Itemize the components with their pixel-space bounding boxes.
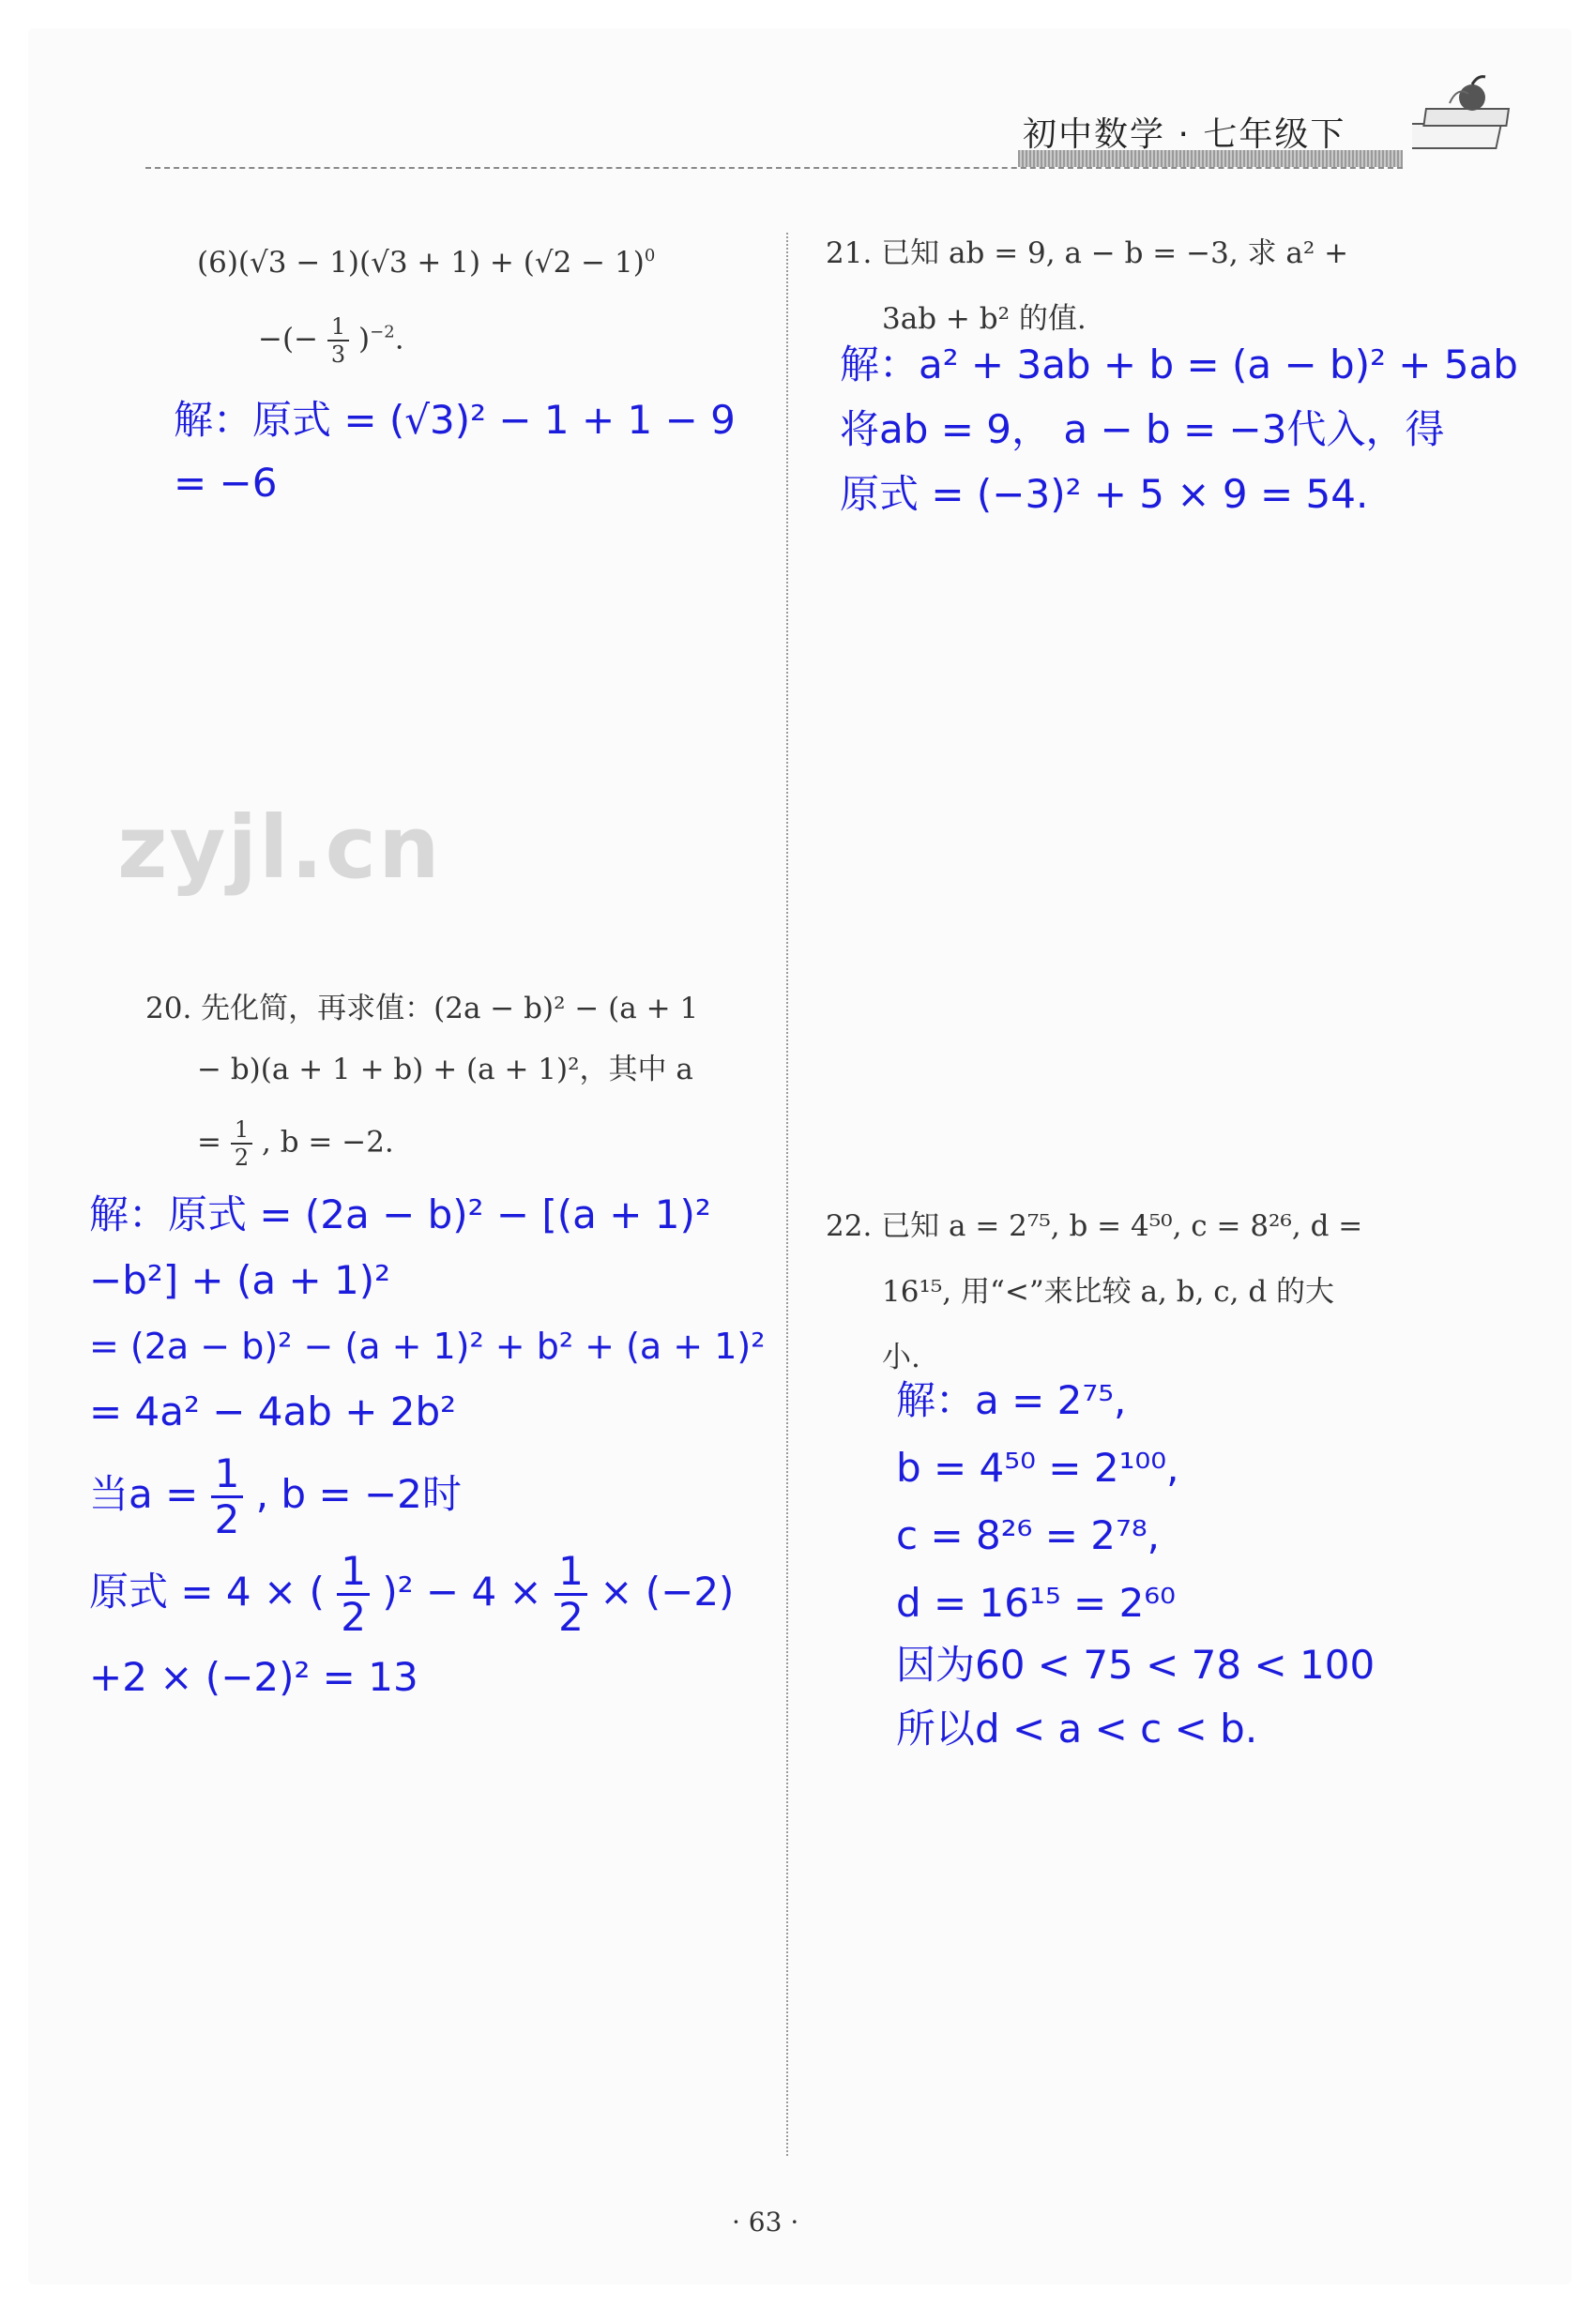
header-rule [145,167,1403,169]
q21-answer-line2: 将ab = 9， a − b = −3代入，得 [840,406,1445,452]
q22-line3: 小. [882,1341,920,1374]
watermark: zyjl.cn [117,797,442,898]
q20-line1: 20. 先化简，再求值：(2a − b)² − (a + 1 [145,992,699,1025]
q20-answer-line5: 当a = $\frac{1}{2}$ , b = −2时 [89,1450,462,1542]
q20-answer-line7: +2 × (−2)² = 13 [89,1654,418,1700]
column-divider [786,233,788,2156]
q6-line2: −(− $\frac{1}{3}$ )$^{-2}$. [258,313,404,368]
q22-line1: 22. 已知 a = 2⁷⁵, b = 4⁵⁰, c = 8²⁶, d = [826,1209,1363,1243]
q6-answer-line1: 解：原式 = (√3)² − 1 + 1 − 9 [174,397,736,443]
q20-answer-line3: = (2a − b)² − (a + 1)² + b² + (a + 1)² [89,1326,766,1367]
fraction-one-half-handwritten: $\frac{1}{2}$ [555,1552,587,1637]
fraction-one-half-handwritten: $\frac{1}{2}$ [337,1552,370,1637]
q22-answer-line5: 因为60 < 75 < 78 < 100 [896,1642,1376,1688]
q21-line1: 21. 已知 ab = 9, a − b = −3, 求 a² + [826,236,1349,270]
q20-answer-line1: 解：原式 = (2a − b)² − [(a + 1)² [89,1191,711,1237]
q20-line3: = $\frac{1}{2}$ , b = −2. [197,1116,394,1171]
q6-answer-line2: = −6 [174,460,278,506]
q20-answer-line4: = 4a² − 4ab + 2b² [89,1388,456,1434]
q22-answer-line1: 解：a = 2⁷⁵, [896,1377,1127,1423]
books-apple-icon [1412,75,1534,159]
header-title: 初中数学 · 七年级下 [1023,115,1346,154]
fraction-one-third: $\frac{1}{3}$ [327,315,349,366]
q22-answer-line6: 所以d < a < c < b. [896,1706,1258,1752]
page-number: · 63 · [732,2207,799,2238]
q20-answer-line2: −b²] + (a + 1)² [89,1257,390,1303]
q21-answer-line3: 原式 = (−3)² + 5 × 9 = 54. [840,471,1369,517]
q22-answer-line2: b = 4⁵⁰ = 2¹⁰⁰, [896,1445,1179,1491]
q22-answer-line3: c = 8²⁶ = 2⁷⁸, [896,1512,1161,1558]
q6-line1: $(6)(√3 - 1)(√3 + 1) + (√2 - 1)^0$ [197,246,656,280]
q20-line2: − b)(a + 1 + b) + (a + 1)²，其中 a [197,1053,693,1086]
fraction-one-half: $\frac{1}{2}$ [231,1118,252,1169]
q20-answer-line6: 原式 = 4 × ( $\frac{1}{2}$ )² − 4 × $\frac{1}{2}$ × (−2) [89,1548,735,1640]
fraction-one-half-handwritten: $\frac{1}{2}$ [211,1454,244,1540]
q21-answer-line1: 解：a² + 3ab + b = (a − b)² + 5ab [840,341,1518,387]
q22-line2: 16¹⁵, 用“<”来比较 a, b, c, d 的大 [882,1275,1335,1309]
q21-line2: 3ab + b² 的值. [882,302,1087,336]
q22-answer-line4: d = 16¹⁵ = 2⁶⁰ [896,1580,1176,1626]
